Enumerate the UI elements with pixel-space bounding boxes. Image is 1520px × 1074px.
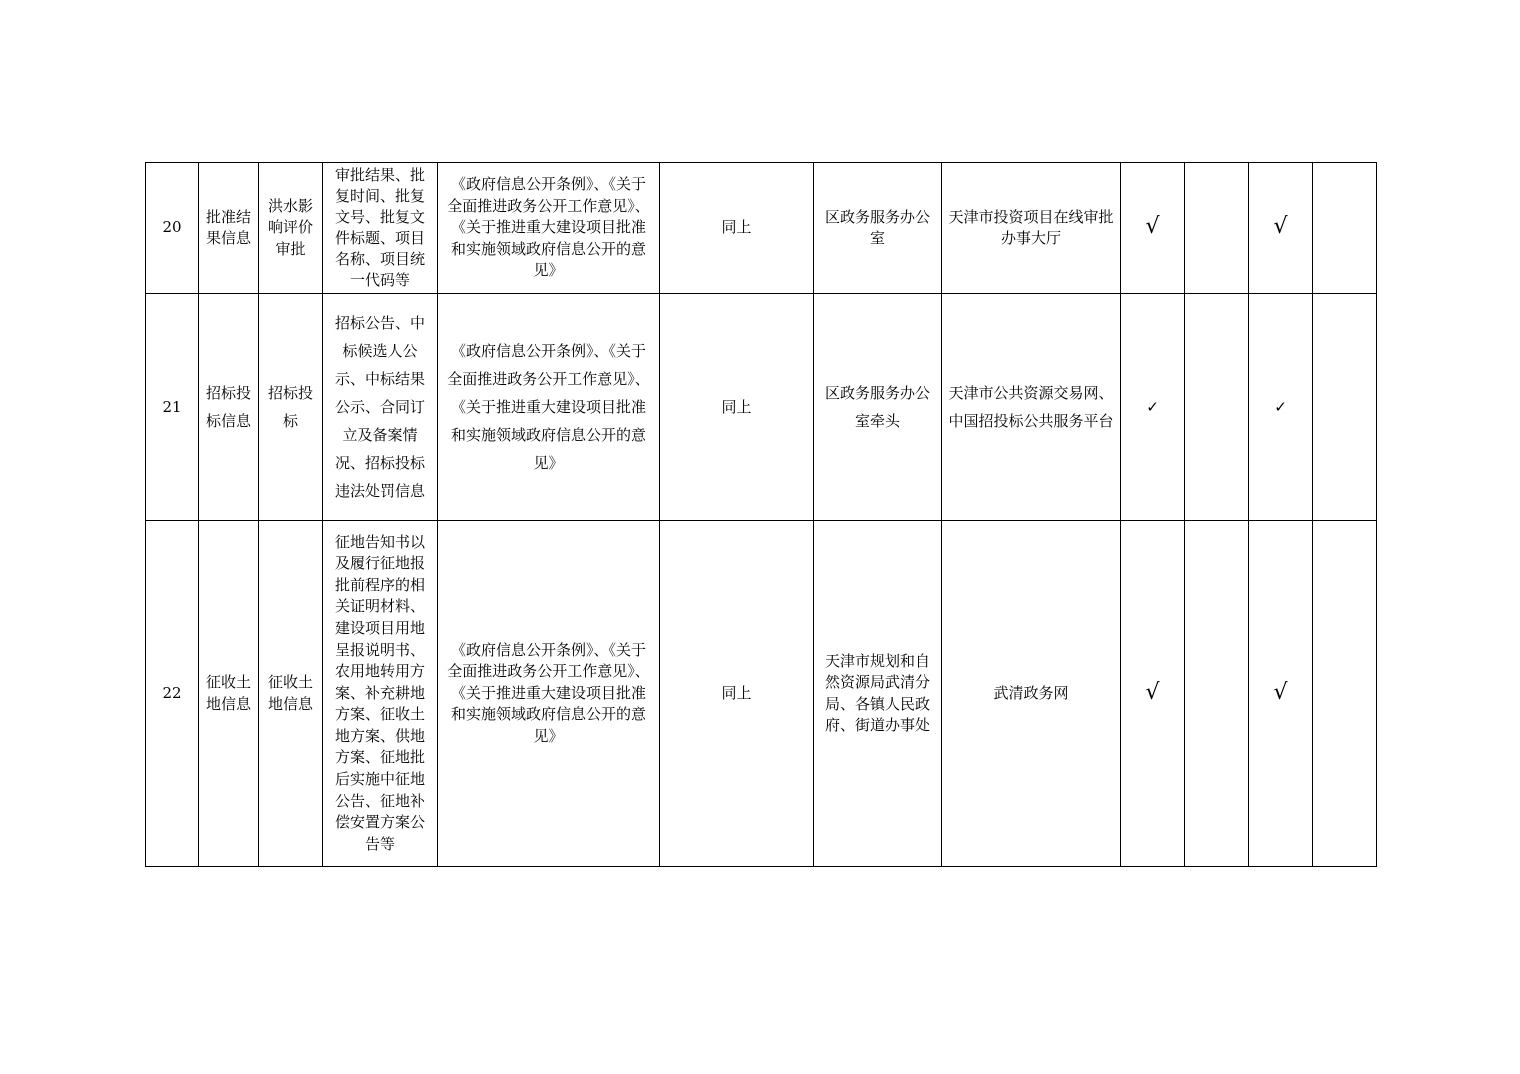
row-number: 22	[146, 521, 199, 867]
check-mark-icon: √	[1273, 214, 1288, 240]
channel-cell: 天津市投资项目在线审批办事大厅	[942, 163, 1121, 294]
timeline-cell: 同上	[660, 294, 814, 521]
disclosure-table	[145, 162, 1377, 867]
check-cell	[1249, 163, 1313, 294]
check-cell	[1249, 294, 1313, 521]
legal-basis-cell: 《政府信息公开条例》、《关于全面推进政务公开工作意见》、《关于推进重大建设项目批准和实施领域政府信息公开的意见》	[438, 521, 660, 867]
empty-cell	[1313, 294, 1377, 521]
disclosure-items-cell: 招标公告、中标候选人公示、中标结果公示、合同订立及备案情况、招标投标违法处罚信息	[323, 294, 438, 521]
row-number: 21	[146, 294, 199, 521]
category-cell: 征收土地信息	[199, 521, 259, 867]
subcategory-cell: 征收土地信息	[259, 521, 323, 867]
channel-cell: 天津市公共资源交易网、中国招投标公共服务平台	[942, 294, 1121, 521]
table-row	[146, 521, 1377, 867]
subcategory-cell: 洪水影响评价审批	[259, 163, 323, 294]
timeline-cell: 同上	[660, 521, 814, 867]
row-number: 20	[146, 163, 199, 294]
subcategory-cell: 招标投标	[259, 294, 323, 521]
check-cell	[1249, 521, 1313, 867]
empty-cell	[1313, 163, 1377, 294]
check-mark-icon: ✓	[1274, 398, 1287, 416]
category-cell: 招标投标信息	[199, 294, 259, 521]
subject-cell: 天津市规划和自然资源局武清分局、各镇人民政府、街道办事处	[814, 521, 942, 867]
timeline-cell: 同上	[660, 163, 814, 294]
check-cell	[1121, 294, 1185, 521]
table-row	[146, 163, 1377, 294]
disclosure-items-cell: 审批结果、批复时间、批复文号、批复文件标题、项目名称、项目统一代码等	[323, 163, 438, 294]
check-mark-icon: ✓	[1146, 398, 1159, 416]
category-cell: 批准结果信息	[199, 163, 259, 294]
channel-cell: 武清政务网	[942, 521, 1121, 867]
empty-cell	[1185, 163, 1249, 294]
check-mark-icon: √	[1145, 214, 1160, 240]
check-mark-icon: √	[1145, 679, 1160, 705]
legal-basis-cell: 《政府信息公开条例》、《关于全面推进政务公开工作意见》、《关于推进重大建设项目批准和实施领域政府信息公开的意见》	[438, 163, 660, 294]
check-cell	[1121, 521, 1185, 867]
table-row	[146, 294, 1377, 521]
check-cell	[1121, 163, 1185, 294]
empty-cell	[1185, 521, 1249, 867]
subject-cell: 区政务服务办公室牵头	[814, 294, 942, 521]
empty-cell	[1313, 521, 1377, 867]
empty-cell	[1185, 294, 1249, 521]
disclosure-items-cell: 征地告知书以及履行征地报批前程序的相关证明材料、建设项目用地呈报说明书、农用地转用方案、补充耕地方案、征收土地方案、供地方案、征地批后实施中征地公告、征地补偿安置方案公告等	[323, 521, 438, 867]
legal-basis-cell: 《政府信息公开条例》、《关于全面推进政务公开工作意见》、《关于推进重大建设项目批准和实施领域政府信息公开的意见》	[438, 294, 660, 521]
subject-cell: 区政务服务办公室	[814, 163, 942, 294]
check-mark-icon: √	[1273, 679, 1288, 705]
